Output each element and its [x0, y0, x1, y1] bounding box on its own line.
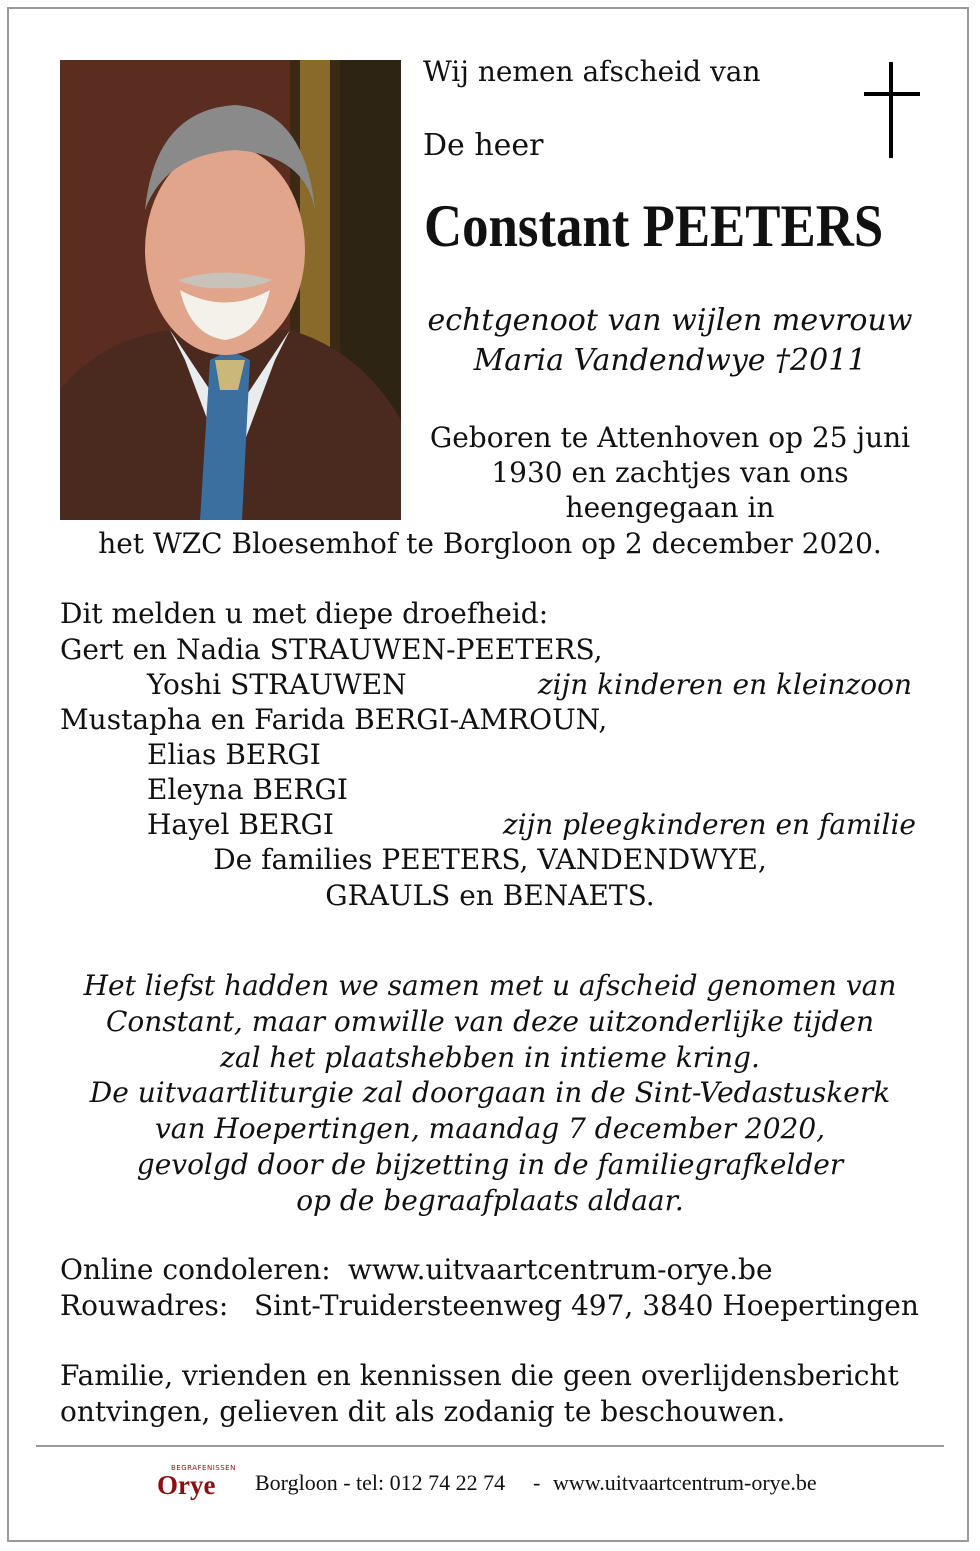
- mourner-line: Yoshi STRAUWEN: [147, 668, 407, 701]
- ceremony-line: De uitvaartliturgie zal doorgaan in de Sint-Vedastuskerk: [89, 1076, 891, 1109]
- mourner-line: De families PEETERS, VANDENDWYE,: [213, 843, 767, 876]
- cross-icon: [864, 62, 920, 158]
- born-line-1: Geboren te Attenhoven op 25 juni: [429, 421, 911, 454]
- born-line-2: 1930 en zachtjes van ons: [491, 456, 849, 489]
- ceremony-line: zal het plaatshebben in intieme kring.: [220, 1041, 760, 1074]
- closing-line-1: Familie, vrienden en kennissen die geen overlijdensbericht: [60, 1359, 899, 1392]
- mourner-line: GRAULS en BENAETS.: [325, 879, 655, 912]
- mourner-line: Eleyna BERGI: [147, 773, 348, 806]
- footer-separator: -: [533, 1470, 541, 1495]
- footer-divider: [36, 1445, 944, 1447]
- deceased-name: Constant PEETERS: [424, 193, 884, 259]
- footer-website[interactable]: www.uitvaartcentrum-orye.be: [553, 1470, 817, 1495]
- footer-contact: Borgloon - tel: 012 74 22 74: [255, 1470, 506, 1495]
- title-text: De heer: [423, 128, 544, 163]
- ceremony-line: op de begraafplaats aldaar.: [296, 1184, 684, 1217]
- mourner-line: Mustapha en Farida BERGI-AMROUN,: [60, 703, 608, 736]
- mourner-relation-note: zijn pleegkinderen en familie: [502, 808, 916, 841]
- intro-text: Wij nemen afscheid van: [423, 55, 761, 88]
- spouse-line-1: echtgenoot van wijlen mevrouw: [427, 303, 913, 338]
- mourner-line: Hayel BERGI: [147, 808, 334, 841]
- spouse-line-2: Maria Vandendwye †2011: [473, 343, 867, 378]
- logo-wordmark: Orye: [157, 1470, 216, 1500]
- online-condolence-url[interactable]: www.uitvaartcentrum-orye.be: [348, 1253, 773, 1286]
- orye-logo: [157, 1464, 236, 1500]
- mourner-line: Elias BERGI: [147, 738, 321, 771]
- ceremony-line: Constant, maar omwille van deze uitzonderlijke tijden: [105, 1005, 875, 1038]
- online-condolence-label: Online condoleren:: [60, 1253, 331, 1286]
- ceremony-line: van Hoepertingen, maandag 7 december 2020,: [154, 1112, 826, 1145]
- portrait-photo: [60, 60, 401, 520]
- mourners-intro: Dit melden u met diepe droefheid:: [60, 597, 549, 630]
- born-line-3: heengegaan in: [565, 491, 775, 524]
- address-label: Rouwadres:: [60, 1289, 229, 1322]
- logo-subtitle: BEGRAFENISSEN: [171, 1464, 236, 1472]
- ceremony-line: Het liefst hadden we samen met u afscheid genomen van: [83, 969, 897, 1002]
- ceremony-line: gevolgd door de bijzetting in de familiegrafkelder: [136, 1148, 844, 1181]
- mourner-line: Gert en Nadia STRAUWEN-PEETERS,: [60, 633, 603, 666]
- address-value: Sint-Truidersteenweg 497, 3840 Hoepertingen: [254, 1289, 919, 1322]
- closing-line-2: ontvingen, gelieven dit als zodanig te beschouwen.: [60, 1395, 786, 1428]
- born-line-4: het WZC Bloesemhof te Borgloon op 2 december 2020.: [98, 527, 882, 560]
- mourner-relation-note: zijn kinderen en kleinzoon: [537, 668, 912, 701]
